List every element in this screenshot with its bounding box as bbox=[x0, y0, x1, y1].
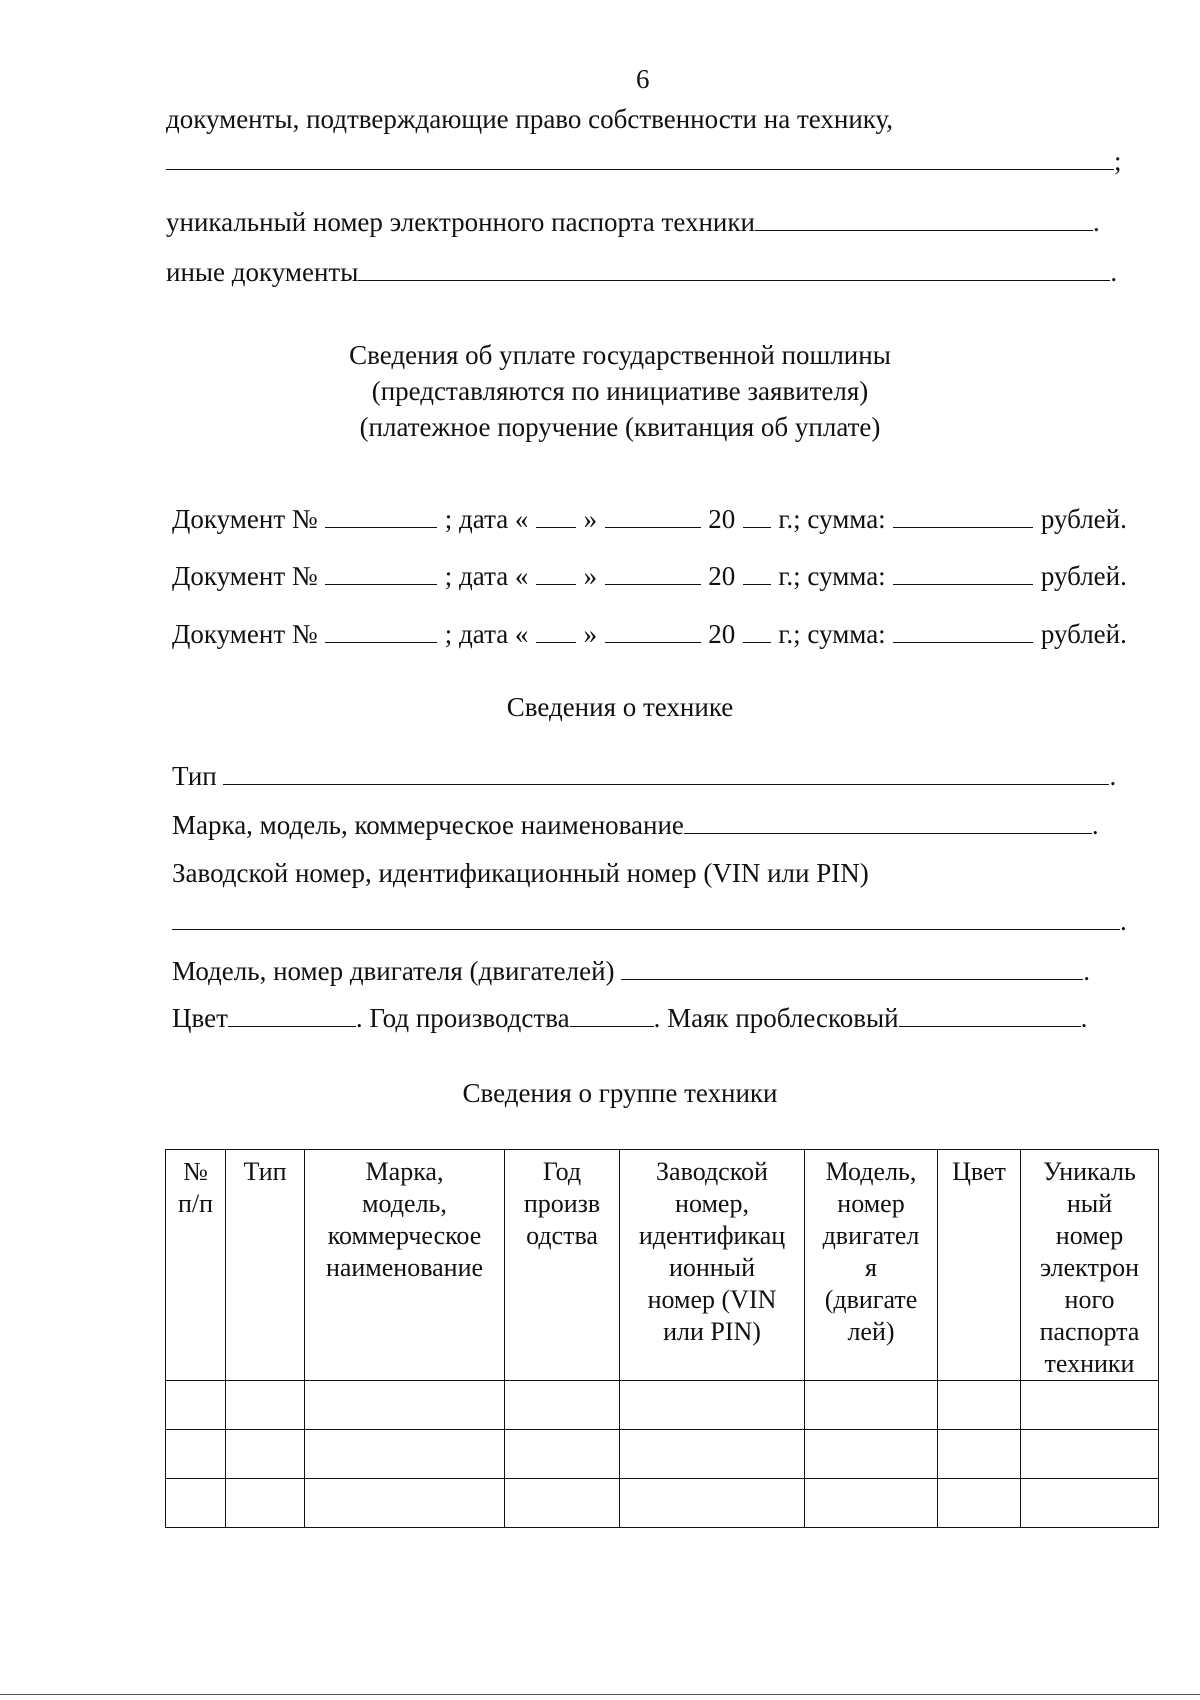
tech-type-label: Тип bbox=[172, 761, 217, 791]
payment-doc-number-field[interactable] bbox=[325, 642, 437, 643]
table-row bbox=[166, 1381, 1159, 1430]
other-docs-label: иные документы bbox=[166, 257, 359, 287]
table-cell[interactable] bbox=[166, 1479, 226, 1528]
table-cell[interactable] bbox=[305, 1479, 505, 1528]
tech-engine-label: Модель, номер двигателя (двигателей) bbox=[172, 956, 615, 986]
table-cell[interactable] bbox=[938, 1381, 1021, 1430]
tech-vin-label: Заводской номер, идентификационный номер (VIN или PIN) bbox=[172, 858, 869, 888]
payment-day-field[interactable] bbox=[536, 584, 576, 585]
table-cell[interactable] bbox=[938, 1479, 1021, 1528]
payment-year-prefix: 20 bbox=[708, 561, 736, 591]
fee-title: Сведения об уплате государственной пошлины bbox=[349, 340, 891, 370]
payment-sum-field[interactable] bbox=[893, 642, 1033, 643]
tech-brand-period: . bbox=[1091, 810, 1099, 840]
tech-vin-row bbox=[172, 908, 1127, 935]
tech-brand-label: Марка, модель, коммерческое наименование bbox=[172, 810, 684, 840]
payment-doc-number-field[interactable] bbox=[325, 527, 437, 528]
col-header-passport: Уникаль ный номер электрон ного паспорта техники bbox=[1021, 1150, 1159, 1381]
table-cell[interactable] bbox=[620, 1479, 805, 1528]
payment-year-field[interactable] bbox=[743, 584, 771, 585]
table-cell[interactable] bbox=[1021, 1430, 1159, 1479]
payment-year-prefix: 20 bbox=[708, 504, 736, 534]
table-cell[interactable] bbox=[505, 1430, 620, 1479]
tech-beacon-label: . Маяк проблесковый bbox=[653, 1003, 899, 1033]
payment-sum-label: г.; сумма: bbox=[778, 561, 886, 591]
table-cell[interactable] bbox=[1021, 1479, 1159, 1528]
tech-year-label: . Год производства bbox=[355, 1003, 570, 1033]
col-header-year: Год произв одства bbox=[505, 1150, 620, 1381]
tech-year-field[interactable] bbox=[570, 1026, 654, 1027]
payment-year-field[interactable] bbox=[743, 642, 771, 643]
payment-day-field[interactable] bbox=[536, 527, 576, 528]
passport-number-row bbox=[166, 209, 1100, 236]
table-cell[interactable] bbox=[305, 1381, 505, 1430]
passport-number-field[interactable] bbox=[755, 230, 1093, 231]
payment-date-label: ; дата « bbox=[444, 619, 529, 649]
group-table bbox=[165, 1149, 1159, 1528]
col-header-engine: Модель, номер двигател я (двигате лей) bbox=[805, 1150, 938, 1381]
tech-brand-row bbox=[172, 812, 1099, 839]
payment-year-field[interactable] bbox=[743, 527, 771, 528]
tech-engine-field[interactable] bbox=[621, 979, 1083, 980]
tech-type-field[interactable] bbox=[223, 784, 1109, 785]
table-cell[interactable] bbox=[226, 1430, 305, 1479]
ownership-docs-row bbox=[166, 148, 1122, 175]
tech-color-row bbox=[172, 1005, 1087, 1032]
table-cell[interactable] bbox=[938, 1430, 1021, 1479]
table-cell[interactable] bbox=[226, 1479, 305, 1528]
payment-doc-label: Документ № bbox=[172, 561, 318, 591]
table-row bbox=[166, 1430, 1159, 1479]
col-header-type: Тип bbox=[226, 1150, 305, 1381]
table-cell[interactable] bbox=[505, 1381, 620, 1430]
payment-month-field[interactable] bbox=[605, 584, 701, 585]
page-bottom-edge bbox=[0, 1694, 1200, 1695]
passport-number-label: уникальный номер электронного паспорта техники bbox=[166, 207, 755, 237]
fee-subtitle-payment: (платежное поручение (квитанция об уплате) bbox=[359, 412, 881, 442]
ownership-docs-label: документы, подтверждающие право собственности на технику, bbox=[166, 104, 894, 134]
payment-rub-label: рублей. bbox=[1040, 504, 1127, 534]
payment-date-quote: » bbox=[583, 619, 598, 649]
tech-title: Сведения о технике bbox=[506, 692, 734, 722]
table-cell[interactable] bbox=[166, 1430, 226, 1479]
payment-date-label: ; дата « bbox=[444, 561, 529, 591]
table-cell[interactable] bbox=[805, 1430, 938, 1479]
payment-month-field[interactable] bbox=[605, 527, 701, 528]
tech-brand-field[interactable] bbox=[684, 833, 1092, 834]
payment-row bbox=[172, 621, 1127, 648]
fee-subtitle-initiative: (представляются по инициативе заявителя) bbox=[371, 376, 869, 406]
payment-rub-label: рублей. bbox=[1040, 619, 1127, 649]
table-cell[interactable] bbox=[1021, 1381, 1159, 1430]
table-cell[interactable] bbox=[505, 1479, 620, 1528]
payment-date-quote: » bbox=[583, 504, 598, 534]
payment-sum-field[interactable] bbox=[893, 584, 1033, 585]
table-cell[interactable] bbox=[620, 1381, 805, 1430]
payment-date-label: ; дата « bbox=[444, 504, 529, 534]
payment-doc-number-field[interactable] bbox=[325, 584, 437, 585]
group-table-header-row bbox=[166, 1150, 1159, 1381]
table-cell[interactable] bbox=[226, 1381, 305, 1430]
table-cell[interactable] bbox=[620, 1430, 805, 1479]
tech-vin-field[interactable] bbox=[172, 929, 1120, 930]
tech-engine-period: . bbox=[1083, 956, 1091, 986]
col-header-number: № п/п bbox=[166, 1150, 226, 1381]
payment-sum-label: г.; сумма: bbox=[778, 504, 886, 534]
passport-number-period: . bbox=[1092, 207, 1100, 237]
tech-color-field[interactable] bbox=[228, 1026, 356, 1027]
ownership-docs-field[interactable] bbox=[166, 169, 1114, 170]
tech-beacon-period: . bbox=[1080, 1003, 1088, 1033]
payment-doc-label: Документ № bbox=[172, 504, 318, 534]
payment-date-quote: » bbox=[583, 561, 598, 591]
other-docs-field[interactable] bbox=[358, 280, 1110, 281]
group-title: Сведения о группе техники bbox=[462, 1078, 778, 1108]
payment-month-field[interactable] bbox=[605, 642, 701, 643]
table-cell[interactable] bbox=[805, 1381, 938, 1430]
col-header-brand: Марка, модель, коммерческое наименование bbox=[305, 1150, 505, 1381]
payment-row bbox=[172, 506, 1127, 533]
table-cell[interactable] bbox=[805, 1479, 938, 1528]
tech-color-label: Цвет bbox=[172, 1003, 228, 1033]
payment-year-prefix: 20 bbox=[708, 619, 736, 649]
ownership-docs-end: ; bbox=[1114, 146, 1122, 176]
payment-doc-label: Документ № bbox=[172, 619, 318, 649]
tech-type-period: . bbox=[1109, 761, 1117, 791]
other-docs-row bbox=[166, 259, 1117, 286]
payment-row bbox=[172, 563, 1127, 590]
tech-beacon-field[interactable] bbox=[899, 1026, 1081, 1027]
col-header-vin: Заводской номер, идентификац ионный номер (VIN или PIN) bbox=[620, 1150, 805, 1381]
payment-sum-field[interactable] bbox=[893, 527, 1033, 528]
tech-engine-row bbox=[172, 958, 1090, 985]
tech-type-row bbox=[172, 763, 1116, 790]
table-row bbox=[166, 1479, 1159, 1528]
other-docs-period: . bbox=[1110, 257, 1118, 287]
tech-vin-period: . bbox=[1120, 906, 1127, 936]
payment-rub-label: рублей. bbox=[1040, 561, 1127, 591]
payment-day-field[interactable] bbox=[536, 642, 576, 643]
payment-sum-label: г.; сумма: bbox=[778, 619, 886, 649]
col-header-color: Цвет bbox=[938, 1150, 1021, 1381]
table-cell[interactable] bbox=[166, 1381, 226, 1430]
table-cell[interactable] bbox=[305, 1430, 505, 1479]
page-number: 6 bbox=[636, 64, 650, 94]
